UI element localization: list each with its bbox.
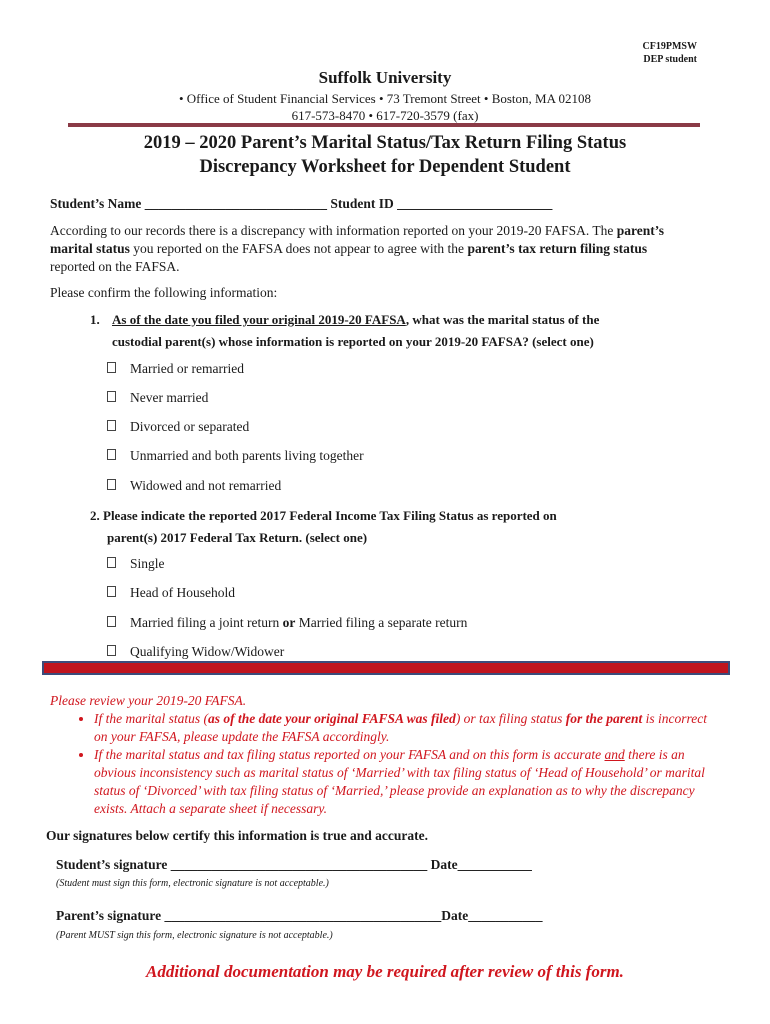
intro-bold-1: parent’s marital status bbox=[50, 223, 664, 256]
option-never-married[interactable] bbox=[107, 390, 208, 406]
intro-paragraph bbox=[50, 222, 680, 276]
parent-date-label: Date bbox=[441, 908, 469, 923]
checkbox[interactable] bbox=[107, 362, 116, 373]
option-label: Head of Household bbox=[130, 585, 235, 600]
header-divider bbox=[68, 123, 700, 127]
student-date-field[interactable]: ___________ bbox=[457, 857, 532, 872]
bullet-bold: for the parent bbox=[565, 711, 643, 726]
confirm-text: Please confirm the following information: bbox=[50, 285, 278, 300]
option-label: Widowed and not remarried bbox=[130, 478, 282, 493]
option-widowed[interactable] bbox=[107, 478, 281, 494]
question-1 bbox=[90, 309, 690, 353]
option-qualifying-widow[interactable] bbox=[107, 644, 284, 660]
intro-text-1: According to our records there is a discrepancy with information reported on your 2019-20 FAFSA. The bbox=[50, 223, 617, 238]
review-heading: Please review your 2019-20 FAFSA. bbox=[50, 693, 247, 708]
student-date-label: Date bbox=[430, 857, 458, 872]
student-name-label: Student’s Name bbox=[50, 196, 142, 211]
review-bullet-2 bbox=[94, 746, 710, 818]
checkbox[interactable] bbox=[107, 449, 116, 460]
checkbox[interactable] bbox=[107, 420, 116, 431]
bullet-text: there is an obvious inconsistency such as marital status of ‘Married’ with tax filing status of ‘Head of Household’ or marital status of ‘Divorced’ with tax filing status of ‘Married,’ please provide an explanation as to why the discrepancy exists. Attach a separate sheet if necessary. bbox=[94, 747, 705, 816]
option-label: Divorced or separated bbox=[130, 419, 250, 434]
parent-signature-label: Parent’s signature bbox=[56, 908, 162, 923]
bullet-text: ) or tax filing status bbox=[455, 711, 566, 726]
section-divider-bar bbox=[42, 661, 730, 675]
checkbox[interactable] bbox=[107, 616, 116, 627]
office-address bbox=[0, 90, 770, 124]
intro-text-2: you reported on the FAFSA does not appear to agree with the bbox=[129, 241, 468, 256]
student-id-field[interactable]: _______________________ bbox=[397, 196, 553, 211]
footer-notice: Additional documentation may be required after review of this form. bbox=[146, 962, 624, 981]
option-label: Married or remarried bbox=[130, 361, 244, 376]
question-1-underlined: As of the date you filed your original 2019-20 FAFSA bbox=[112, 312, 406, 327]
bullet-text: If the marital status and tax filing status reported on your FAFSA and on this form is accurate bbox=[94, 747, 605, 762]
phone-line: 617-573-8470 • 617-720-3579 (fax) bbox=[291, 108, 479, 123]
question-1-line2: custodial parent(s) whose information is reported on your 2019-20 FAFSA? (select one) bbox=[112, 334, 594, 349]
certify-statement: Our signatures below certify this information is true and accurate. bbox=[46, 828, 428, 843]
student-signature-note: (Student must sign this form, electronic signature is not acceptable.) bbox=[56, 878, 329, 889]
checkbox[interactable] bbox=[107, 479, 116, 490]
option-label: Married filing a joint return bbox=[130, 615, 283, 630]
bullet-text: is incorrect on your FAFSA, please update the FAFSA accordingly. bbox=[94, 711, 707, 744]
question-2-line1: 2. Please indicate the reported 2017 Federal Income Tax Filing Status as reported on bbox=[90, 508, 557, 523]
question-2 bbox=[90, 505, 690, 549]
university-name: Suffolk University bbox=[318, 68, 452, 87]
checkbox[interactable] bbox=[107, 391, 116, 402]
parent-signature-row bbox=[56, 908, 543, 924]
review-note bbox=[50, 692, 710, 818]
option-head-of-household[interactable] bbox=[107, 585, 235, 601]
student-id-label: Student ID bbox=[330, 196, 394, 211]
checkbox[interactable] bbox=[107, 645, 116, 656]
student-info-row bbox=[50, 196, 552, 212]
question-1-rest: , what was the marital status of the bbox=[405, 312, 600, 327]
title-line-2: Discrepancy Worksheet for Dependent Student bbox=[199, 157, 571, 177]
student-signature-label: Student’s signature bbox=[56, 857, 168, 872]
option-single[interactable] bbox=[107, 556, 165, 572]
intro-text-3: reported on the FAFSA. bbox=[50, 259, 180, 274]
checkbox[interactable] bbox=[107, 586, 116, 597]
option-married[interactable] bbox=[107, 361, 244, 377]
bullet-underline: and bbox=[604, 747, 625, 762]
student-signature-field[interactable]: ______________________________________ bbox=[170, 857, 428, 872]
form-code: CF19PMSW bbox=[642, 41, 697, 52]
title-line-1: 2019 – 2020 Parent’s Marital Status/Tax Return Filing Status bbox=[143, 133, 627, 153]
student-signature-row bbox=[56, 857, 532, 873]
option-label: Qualifying Widow/Widower bbox=[130, 644, 285, 659]
page-title bbox=[0, 131, 770, 179]
student-name-field[interactable]: ___________________________ bbox=[144, 196, 328, 211]
option-label: Never married bbox=[130, 390, 209, 405]
question-1-number: 1. bbox=[90, 312, 100, 327]
form-code-block bbox=[643, 40, 697, 66]
review-bullet-1 bbox=[94, 710, 710, 746]
option-label: Single bbox=[130, 556, 165, 571]
parent-date-field[interactable]: ___________ bbox=[468, 908, 543, 923]
bullet-bold: as of the date your original FAFSA was filed bbox=[208, 711, 456, 726]
option-divorced[interactable] bbox=[107, 419, 249, 435]
option-label: Married filing a separate return bbox=[295, 615, 468, 630]
parent-signature-note: (Parent MUST sign this form, electronic signature is not acceptable.) bbox=[56, 930, 333, 941]
checkbox[interactable] bbox=[107, 557, 116, 568]
option-or: or bbox=[282, 615, 296, 630]
intro-bold-2: parent’s tax return filing status bbox=[467, 241, 648, 256]
option-label: Unmarried and both parents living together bbox=[130, 448, 364, 463]
parent-signature-field[interactable]: _________________________________________ bbox=[164, 908, 442, 923]
question-2-line2: parent(s) 2017 Federal Tax Return. (select one) bbox=[107, 530, 368, 545]
form-subcode: DEP student bbox=[643, 54, 697, 65]
option-unmarried-together[interactable] bbox=[107, 448, 364, 464]
office-line: • Office of Student Financial Services • 73 Tremont Street • Boston, MA 02108 bbox=[178, 91, 592, 106]
bullet-text: If the marital status ( bbox=[94, 711, 208, 726]
option-married-filing[interactable] bbox=[107, 615, 467, 631]
